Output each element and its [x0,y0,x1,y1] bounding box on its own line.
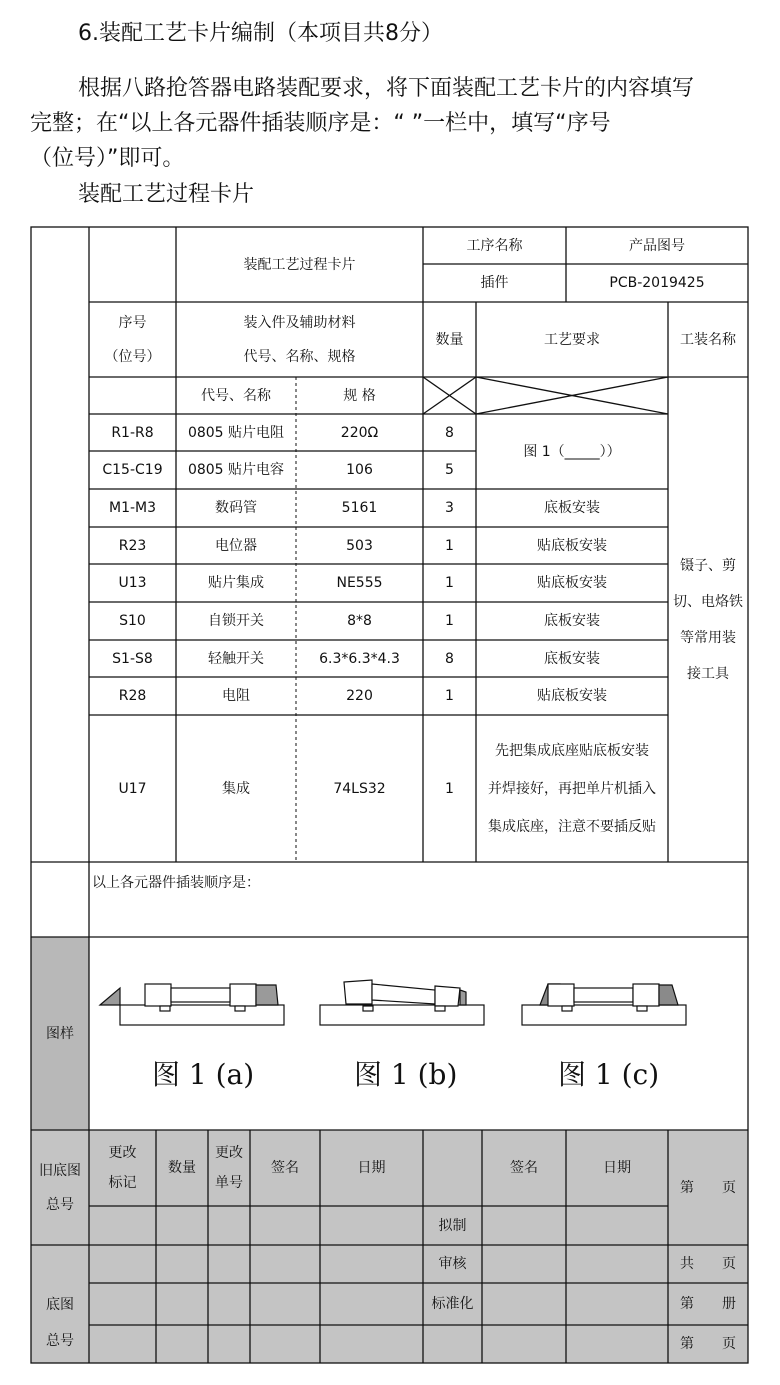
figure-caption-b: 图 1 (b) [354,1058,458,1091]
row-req: 贴底板安装 [537,688,607,704]
order-label: 以上各元器件插装顺序是： [92,875,260,891]
col-req-header: 工艺要求 [544,331,600,348]
col-parts-header-2: 代号、名称、规格 [243,349,356,365]
row-req: 底板安装 [544,613,600,629]
row-req: 贴底板安装 [537,537,607,554]
row-qty: 8 [445,424,454,441]
row-name: 贴片集成 [208,575,264,591]
row-pos: C15-C19 [102,462,163,478]
tool-text: 镊子、剪 切、电烙铁 等常用装 接工具 [673,557,743,682]
row-pos: R1-R8 [111,424,154,441]
row-name: 自锁开关 [208,613,264,629]
change-mark-label: 更改 标记 [108,1145,137,1191]
row-spec: 74LS32 [333,780,386,797]
row-spec: 220Ω [340,424,379,441]
row-spec: 220 [346,688,373,704]
heading: 6.装配工艺卡片编制（本项目共8分） [78,21,443,46]
page-label: 第 页 [680,1179,736,1196]
figure-1c-drawing [522,984,686,1025]
row-qty: 1 [445,613,454,629]
figure-caption-a: 图 1 (a) [152,1058,255,1091]
col-seq-header: 序号 （位号） [104,314,161,365]
row-qty: 5 [445,462,454,478]
row-spec: 106 [346,462,373,478]
date-label: 日期 [357,1160,386,1176]
sign-label: 签名 [271,1160,299,1176]
col-qty-header: 数量 [435,331,464,348]
row-name: 0805 贴片电容 [187,462,285,478]
card-heading: 装配工艺过程卡片 [78,182,255,207]
row-pos: M1-M3 [108,500,157,516]
row-name: 电位器 [215,537,257,554]
row-req: 底板安装 [544,500,600,516]
row-req: 底板安装 [544,650,600,667]
row-req: 先把集成底座贴底板安装 并焊接好，再把单片机插入 集成底座，注意不要插反贴 [488,742,656,835]
figure-caption-c: 图 1 (c) [558,1058,660,1091]
row-qty: 8 [445,650,454,667]
row-name: 数码管 [215,500,257,516]
old-base-no-label: 旧底图 总号 [39,1162,81,1213]
process-name-value: 插件 [480,275,509,291]
change-doc-label: 更改 单号 [215,1145,243,1191]
row-spec: 5161 [341,500,378,516]
row-qty: 1 [445,537,454,554]
row-qty: 1 [445,780,454,797]
product-drawing-label: 产品图号 [629,237,685,254]
sign2-label: 签名 [510,1160,538,1176]
req-merged-figure-blank[interactable]: 图 1（_____）） [523,443,621,460]
row-req: 贴底板安装 [537,575,607,591]
total-pages-label: 共 页 [680,1256,736,1272]
row-pos: U13 [118,575,147,591]
row-pos: U17 [118,780,147,797]
process-name-label: 工序名称 [466,237,523,254]
qty-label: 数量 [168,1160,196,1176]
intro-line-1: 根据八路抢答器电路装配要求，将下面装配工艺卡片的内容填写 [78,76,695,101]
reviewed-label: 审核 [438,1256,467,1272]
col-tool-header: 工装名称 [680,331,736,348]
row-spec: 8*8 [347,613,372,629]
sub-name-header: 代号、名称 [201,387,271,404]
page2-label: 第 页 [680,1336,736,1352]
base-no-label: 底图 总号 [46,1297,74,1349]
product-drawing-value: PCB-2019425 [609,275,705,291]
row-name: 集成 [222,780,250,797]
row-name: 轻触开关 [208,650,264,667]
intro-line-2: 完整；在“以上各元器件插装顺序是：“ ”一栏中，填写“序号 [30,111,611,136]
row-pos: S10 [119,613,146,629]
row-name: 电阻 [222,688,250,704]
sub-spec-header: 规 格 [343,387,376,404]
row-pos: R23 [118,537,147,554]
date2-label: 日期 [603,1160,631,1176]
row-pos: S1-S8 [112,650,153,667]
standardized-label: 标准化 [431,1296,474,1312]
order-answer-field[interactable] [92,900,742,932]
row-pos: R28 [118,688,147,704]
drafted-label: 拟制 [438,1217,467,1234]
row-spec: NE555 [336,575,383,591]
row-spec: 6.3*6.3*4.3 [319,650,400,667]
row-qty: 1 [445,575,454,591]
col-parts-header-1: 装入件及辅助材料 [243,315,356,331]
row-spec: 503 [346,537,373,554]
intro-line-3: （位号）”即可。 [30,146,185,171]
card-title: 装配工艺过程卡片 [243,256,356,273]
row-qty: 1 [445,688,454,704]
row-name: 0805 贴片电阻 [187,424,285,441]
figure-label: 图样 [46,1025,74,1042]
volume-label: 第 册 [680,1296,736,1312]
row-qty: 3 [445,500,454,516]
